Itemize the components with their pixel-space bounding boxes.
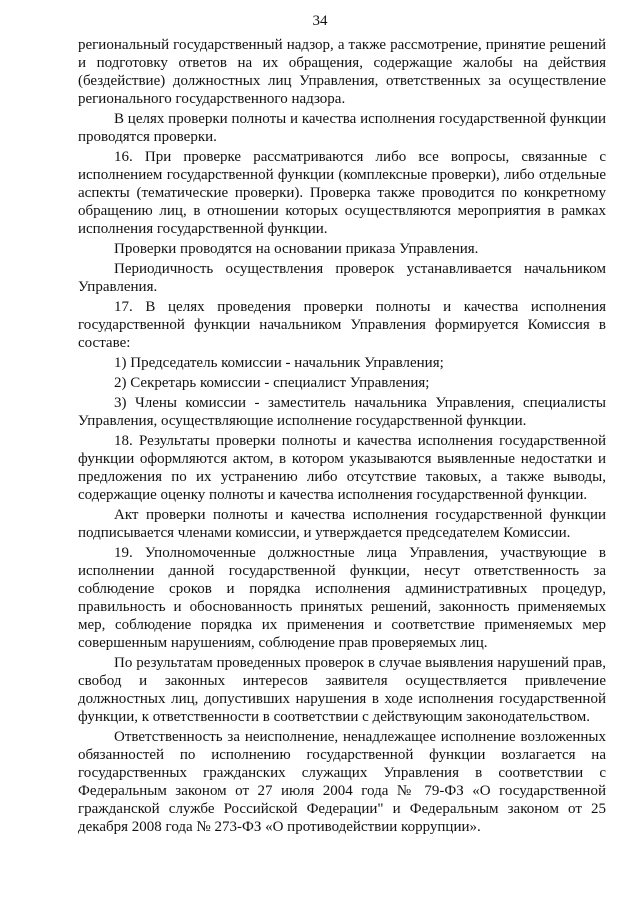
paragraph-violations: По результатам проведенных проверок в случае выявления нарушений прав, свобод и законных интересов заявителя осуществляется привлечение должностных лиц, допустивших нарушения в ходе исполнения государственной функции, к ответственности в соответствии с действующим законодательством. [78, 655, 606, 725]
paragraph-checks-frequency: Периодичность осуществления проверок устанавливается начальником Управления. [78, 261, 606, 295]
paragraph-item-19: 19. Уполномоченные должностные лица Управления, участвующие в исполнении данной государственной функции, несут ответственность за соблюдение сроков и порядка исполнения административных процедур, правильность и обоснованность принятых решений, законность применяемых мер, соблюдение порядка их применения и соответствие применяемых мер совершенным нарушениям, соблюдение прав проверяемых лиц. [78, 545, 606, 651]
page-number: 34 [312, 13, 328, 29]
paragraph-item-16: 16. При проверке рассматриваются либо все вопросы, связанные с исполнением государственной функции (комплексные проверки), либо отдельные аспекты (тематические проверки). Проверка также проводится по конкретному обращению лиц, в отношении которых осуществляются мероприятия в рамках исполнения государственной функции. [78, 149, 606, 237]
list-item-secretary: 2) Секретарь комиссии - специалист Управления; [114, 375, 430, 391]
list-item-chairman: 1) Председатель комиссии - начальник Управления; [114, 355, 444, 371]
paragraph-act-signing: Акт проверки полноты и качества исполнения государственной функции подписывается членами комиссии, и утверждается председателем Комиссии. [78, 507, 606, 541]
paragraph-responsibility: Ответственность за неисполнение, ненадлежащее исполнение возложенных обязанностей по исполнению государственной функции возлагается на государственных гражданских служащих Управления в соответствии с Федеральным законом от 27 июля 2004 года № 79-ФЗ «О государственной гражданской службе Российской Федерации" и Федеральным законом от 25 декабря 2008 года № 273-ФЗ «О противодействии коррупции». [78, 729, 606, 835]
paragraph-item-18: 18. Результаты проверки полноты и качества исполнения государственной функции оформляются актом, в котором указываются выявленные недостатки и предложения по их устранению либо отсутствие таковых, а также выводы, содержащие оценку полноты и качества исполнения государственной функции. [78, 433, 606, 503]
paragraph-continuation: региональный государственный надзор, а также рассмотрение, принятие решений и подготовку ответов на их обращения, содержащие жалобы на действия (бездействие) должностных лиц Управления, ответственных за осуществление регионального государственного надзора. [78, 37, 606, 107]
list-item-members: 3) Члены комиссии - заместитель начальника Управления, специалисты Управления, осуществляющие исполнение государственной функции. [78, 395, 606, 429]
document-body [78, 36, 606, 838]
paragraph-checks-intro: В целях проверки полноты и качества исполнения государственной функции проводятся проверки. [78, 111, 606, 145]
paragraph-item-17: 17. В целях проведения проверки полноты и качества исполнения государственной функции начальником Управления формируется Комиссия в составе: [78, 299, 606, 351]
paragraph-checks-basis: Проверки проводятся на основании приказа Управления. [114, 241, 479, 257]
